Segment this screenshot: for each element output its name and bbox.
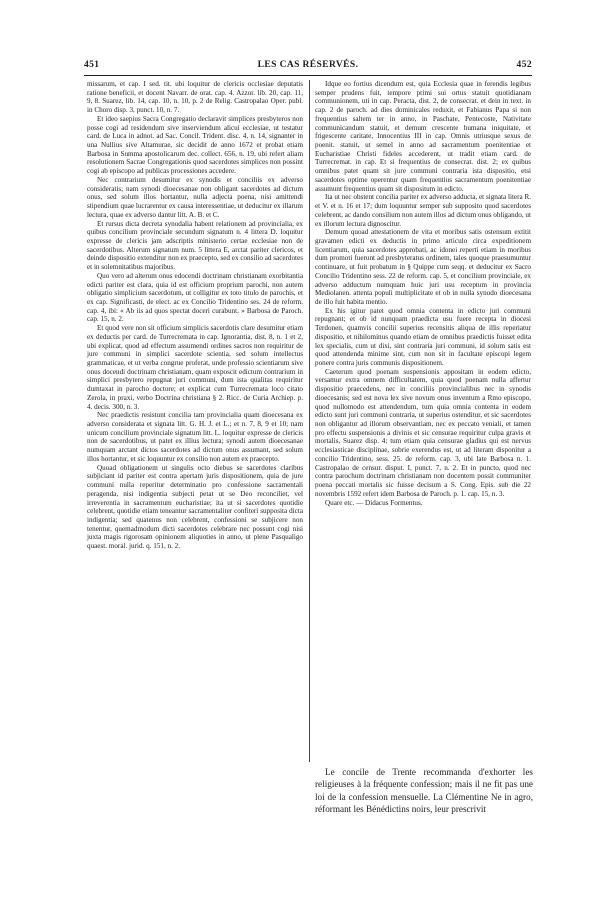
right-paragraph: Caeterum quod poenam suspensionis appositam in eodem edicto, versamur extra omnem difficultatem, quia quod poenam nulla affertur dispositio praecedens, nec in conciliis provincialibus nec in synodis dioecesanis; sed est nova lex sive novum onus inventum a Rmo episcopo, quod nullomodo est attendendum, tum quia omnia contenta in eodem edicto sunt juri communi contraria, ut superius ostenditur, et sic sacerdotes non obligantur ad illorum observantiam, nec ex peccato veniali, et tamen pro effectu suspensionis a divinis et sic censurae requiritur culpa gravis et mortalis, Suarez disp. 4; tum etiam quia censurae gladius qui est nervus ecclesiasticae disciplinae, sobrie exerendus est, ut ad literam disponitur a concilio Tridentino, sess. 25. de reform. cap. 3, ubi late Barbosa n. 1. Castropalao de censur. disput. I, punct. 7, n. 2. Et in puncto, quod nec contra parochum doctrinam christianam non docentem possit communiter poena peccati mortalis sic fuisse decisum a S. Cong. Epis. sub die 22 novembris 1592 refert idem Barbosa de Paroch. p. 1. cap. 15, n. 3. (315, 367, 531, 498)
signature-line: Quare etc. — Didacus Formentus. (325, 498, 423, 507)
left-paragraph: Et ideo saepius Sacra Congregatio declaravit simplices presbyteros non posse cogi ad residendum sive inserviendum alicui ecclesiae, ut testatur card. de Luca in adnot. ad Sac. Concil. Trident. disc. 4, n. 14, signanter in una Nullius sive Altamurae, sic decidit de anno 1672 et probat etiam Barbosa in Summa apostolicarum dec. collect. 656, n. 19, ubi refert aliam resolutionem Sacrae Congregationis quod sacerdotes simplices non possint cogi ab episcopo ad publicas processiones accedere. (87, 114, 303, 176)
right-paragraph: Ita ut nec obstent concilia pariter ex adverso adducta, et signata litera R. et V. et n. 16 et 17; dum loquuntur semper sub supposito quod sacerdotes celebrent, ac dando consilium non autem illos ad dictum onus obligando, ut ex illorum lectura dignoscitur. (315, 193, 531, 228)
running-title: LES CAS RÉSERVÉS. (257, 60, 359, 70)
left-paragraph: Nec contrarium desumitur ex synodis et conciliis ex adverso consideratis; nam synodi dioecesanae non obligant sacerdotes ad dictum onus, sed solum illos hortantur, nulla adjecta poena, nisi amittendi stipendium quae lucrarentur ex causa interessentiae, ut deducitur ex illarum lectura, quae ex adverso dantur litt. A. B. et C. (87, 175, 303, 219)
right-paragraph: Ex his igitur patet quod omnia contenta in edicto juri communi repugnant; et ob id nunquam praedicta usu fuere recepta in diocesi Terdonen, quamvis concilii superius recensitis aliqua de illis reperiatur dispositio, et nihilominus quando etiam de omnibus praedictis fuisset edita lex specialis, cum ut dixi, sint contraria juri communi, id solum satis est quod attendenda minime sint, cum non sit in facultate episcopi legem ponere contra juris communis dispositionem. (315, 306, 531, 367)
left-paragraph: Et rursus dicta decreta synodalia habent relationem ad provincialia, ex quibus concilium provinciale secundum signatum n. 4 littera D. loquitur expresse de clericis jam adscriptis ministerio certae ecclesiae non de sacerdotibus. Alterum signatum num. 5 littera E, arctat pariter clericos, et deinde dispositio extenditur non ex praecepto, sed ex consilio ad sacerdotes et in solemnitatibus majoribus. (87, 219, 303, 272)
left-paragraph: missarum, et cap. I sed. tit. ubi loquitur de clericis occlesiae deputatis ratione beneficii, et docent Navarr. de orat. cap. 4. Azzor. lib. 20, cap. 11, 9, 8. Suarez, lib. 14, cap. 10, n. 10, p. 2 de Relig. Castropalao Oper. publ. in Choro disp. 3, punct. 10, n. 7. (87, 80, 303, 115)
column-divider (309, 80, 310, 762)
french-paragraph: Le concile de Trente recommanda d'exhorter les religieuses à la fréquente confession; mais il ne fit pas une loi de la confession mensuelle. La Clémentine Ne in agro, réformant les Bénédictins noirs, leur prescrivit (315, 767, 533, 815)
left-column (87, 80, 303, 551)
right-column (315, 80, 531, 507)
left-paragraph: Quoad obligationem ut singulis octo diebus se sacerdotes claribus subjiciant id pariter est contra apertam juris dispositionem, quia de jure communi nulla reperitur determinatio pro confessione sacramentali peragenda, nisi indigentia subjecti petat ut se Deo reconciliet, vel irreverentia in sacramentum eucharistiae; ita ut si sacerdotes quotidie celebrent, quotidie etiam teneantur sacramentaliter confiteri supposita dicta indigentia; sed quatenus non celebrent, confessioni se subjicere non tenentur, quemadmodum dicti sacerdotes celebrare nec possunt cogi nisi juxta magis rigorosam opinionem aliquoties in anno, ut plene Pasqualigo quaest. moral. jurid. q. 151, n. 2. (87, 463, 303, 551)
left-paragraph: Et quod vere non sit officium simplicis sacerdotis clare desumitur etiam ex deductis per card. de Turrecremata in cap. Ignorantia, dist. 8, n. 1 et 2, ubi explicat, quod ad effectum assumendi ordines sacros non requiritur de jure communi in simplici sacerdote scientia, sed solum intellectus grammaticae, et ut verba congrue proferat, unde professio scientiarum sive onus docendi doctrinam christianam, quam exposcit edictum contrarium in simplici presbytero repugnat juri communi, dum ista qualitas requiritur dumtaxat in parocho doctore; et explicat cum Turrecremata loco citato Zerola, in praxi, verbo Doctrina christiana § 2. Ricc. de Curia Archiep. p. 4. decis. 300, n. 3. (87, 324, 303, 411)
running-header (84, 60, 532, 74)
right-paragraph: Idque eo fortius dicendum est, quia Ecclesia quae in ferendis legibus semper prudens fuit, tempore primi sui ortus statuit quotidianam communionem, uti in cap. Peracta, dist. 2, de consecrat. et dein in text. in cap. 2 de paroch. ad dies dominicales reduxit, et Fabianus Papa si non frequentius saltem ter in anno, in Paschate, Pentecoste, Nativitate communicandum statuit, et demum crescente humana iniquitate, et frigescente caritate, Innocentius III in cap. Omnis utriusque sexus de poenit. statuit, ut semel in anno ad sacramentum poenitentiae et Eucharistiae Christi fideles accederent, ut tradit etiam card. de Turrecremat. in cap. Et si frequentius de consecrat. dist. 2; ex quibus omnibus patet quam sit jure communi contraria ista dispositio, etsi sacerdotes optime operentur quam frequentius sacramentum poenitentiae assumunt frequentius quam sit dispositum in edicto. (315, 80, 531, 193)
right-paragraph: Demum quoad attestationem de vita et moribus satis ostensum extitit gravamen edicti ex deductis in primo articulo circa expeditionem licentiarum, quia sacerdotes approbati, ac idonei reperti etiam in moribus dum promoti fuerunt ad presbyteratus ordinem, tales quoque praesumuntur continuare, ut fuit probatum in § Quippe cum seqq. et deducitur ex Sacro Concilio Tridentino sess. 22 de reform. cap. 5, et concilium provinciale, ex adverso adductum numquam huic juri usu receptum in provincia Mediolanen. attenta populi multiplicitate et ob in nulla synodo dioecesana de illo fuit habita mentio. (315, 228, 531, 306)
page-number-left: 451 (84, 60, 100, 70)
left-paragraph: Quo vero ad alterum onus edocendi doctrinam christianam exorbitantia edicti pariter est clara, quia id est officium proprium parochi, non autem obligatio simplicium sacerdotum, ut colligitur ex toto titulo de parochis, et ex cap. Significasti, de elect. ac ex Concilio Tridentino ses. 24 de reform. cap. 4, ibi: « Ab iis ad quos spectat doceri curabunt. » Barbosa de Paroch. cap. 15, n. 2. (87, 271, 303, 324)
french-commentary (315, 766, 533, 816)
left-paragraph: Nec praedictis resistunt concilia tam provincialia quam dioecesana ex adverso considerata et signata litt. G. H. J. et L.; et n. 7, 8, 9 et 10; nam unicum concilium provinciale signatum litt. L. loquitur expresse de clericis non de sacerdotibus, ut patet ex illius lectura; synodi autem dioecesanae numquam arctant dictos sacerdotes ad dictum onus assumant, sed solum illos hortantur, et sic loquuntur ex consilio non autem ex praecepto. (87, 411, 303, 463)
page-number-right: 452 (516, 60, 532, 70)
header-rule (84, 75, 532, 76)
